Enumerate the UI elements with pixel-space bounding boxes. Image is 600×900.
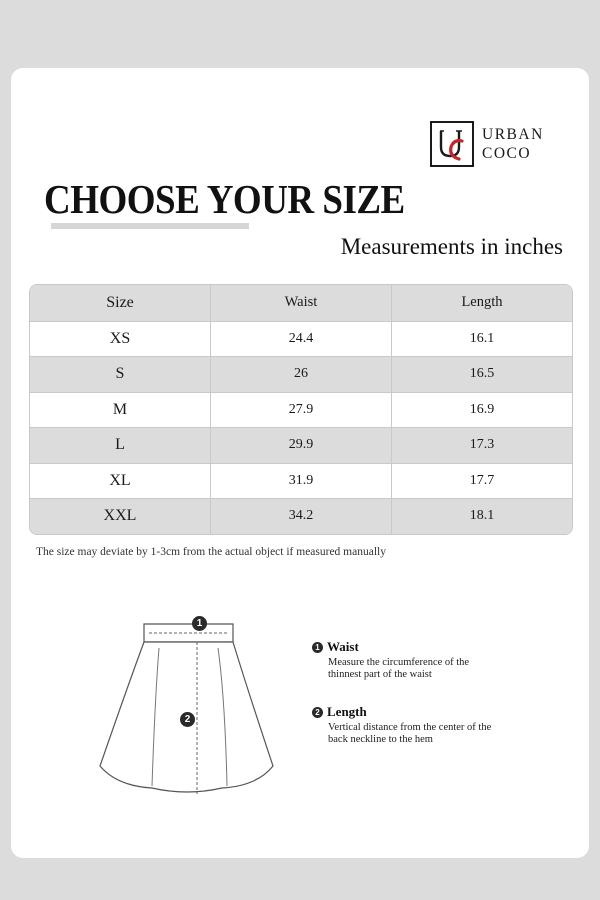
waist-marker-number: 1: [196, 618, 203, 629]
waist-cell: 31.9: [210, 464, 391, 499]
length-cell: 17.3: [391, 428, 572, 463]
header-waist: Waist: [210, 285, 391, 321]
waist-cell: 29.9: [210, 428, 391, 463]
waist-cell: 34.2: [210, 499, 391, 534]
measurement-disclaimer: The size may deviate by 1-3cm from the actual object if measured manually: [36, 546, 386, 558]
waist-cell: 27.9: [210, 393, 391, 428]
measurement-unit-subtitle: Measurements in inches: [340, 234, 563, 259]
table-row: [30, 463, 572, 499]
legend-length: [312, 704, 562, 746]
legend-waist: [312, 639, 562, 681]
size-cell: M: [112, 400, 128, 418]
length-marker: [180, 712, 195, 727]
skirt-diagram: [97, 608, 277, 808]
table-header-row: [30, 285, 572, 321]
brand-name: [482, 125, 544, 163]
legend-description: Vertical distance from the center of the back neckline to the hem: [328, 722, 492, 745]
legend-number-badge: 1: [312, 642, 323, 653]
size-cell: XXL: [103, 507, 137, 525]
length-cell: 18.1: [391, 499, 572, 534]
legend-number-badge: 2: [312, 707, 323, 718]
legend-description: Measure the circumference of the thinnest part of the waist: [328, 657, 470, 680]
brand-line-1: URBAN: [482, 126, 544, 143]
legend-label: Length: [327, 704, 367, 719]
waist-marker: [192, 616, 207, 631]
table-row: [30, 427, 572, 463]
table-row: [30, 321, 572, 357]
table-row: [30, 392, 572, 428]
title-underline: [51, 223, 249, 229]
size-cell: S: [115, 365, 125, 383]
legend-label: Waist: [327, 639, 359, 654]
skirt-outline-icon: [97, 608, 277, 808]
length-cell: 16.1: [391, 322, 572, 357]
length-marker-number: 2: [184, 714, 191, 725]
size-cell: L: [115, 436, 125, 454]
size-cell: XS: [109, 329, 131, 347]
brand-line-2: COCO: [482, 145, 532, 162]
table-row: [30, 356, 572, 392]
size-table: [29, 284, 573, 535]
table-row: [30, 498, 572, 534]
header-size: Size: [106, 293, 134, 311]
size-cell: XL: [109, 471, 131, 489]
length-cell: 16.9: [391, 393, 572, 428]
length-cell: 17.7: [391, 464, 572, 499]
page-title: CHOOSE YOUR SIZE: [44, 177, 405, 224]
waist-cell: 26: [210, 357, 391, 392]
brand-logo: [430, 121, 570, 173]
size-guide-card: [11, 68, 589, 858]
header-length: Length: [391, 285, 572, 321]
waist-cell: 24.4: [210, 322, 391, 357]
brand-monogram-icon: [430, 121, 474, 167]
length-cell: 16.5: [391, 357, 572, 392]
